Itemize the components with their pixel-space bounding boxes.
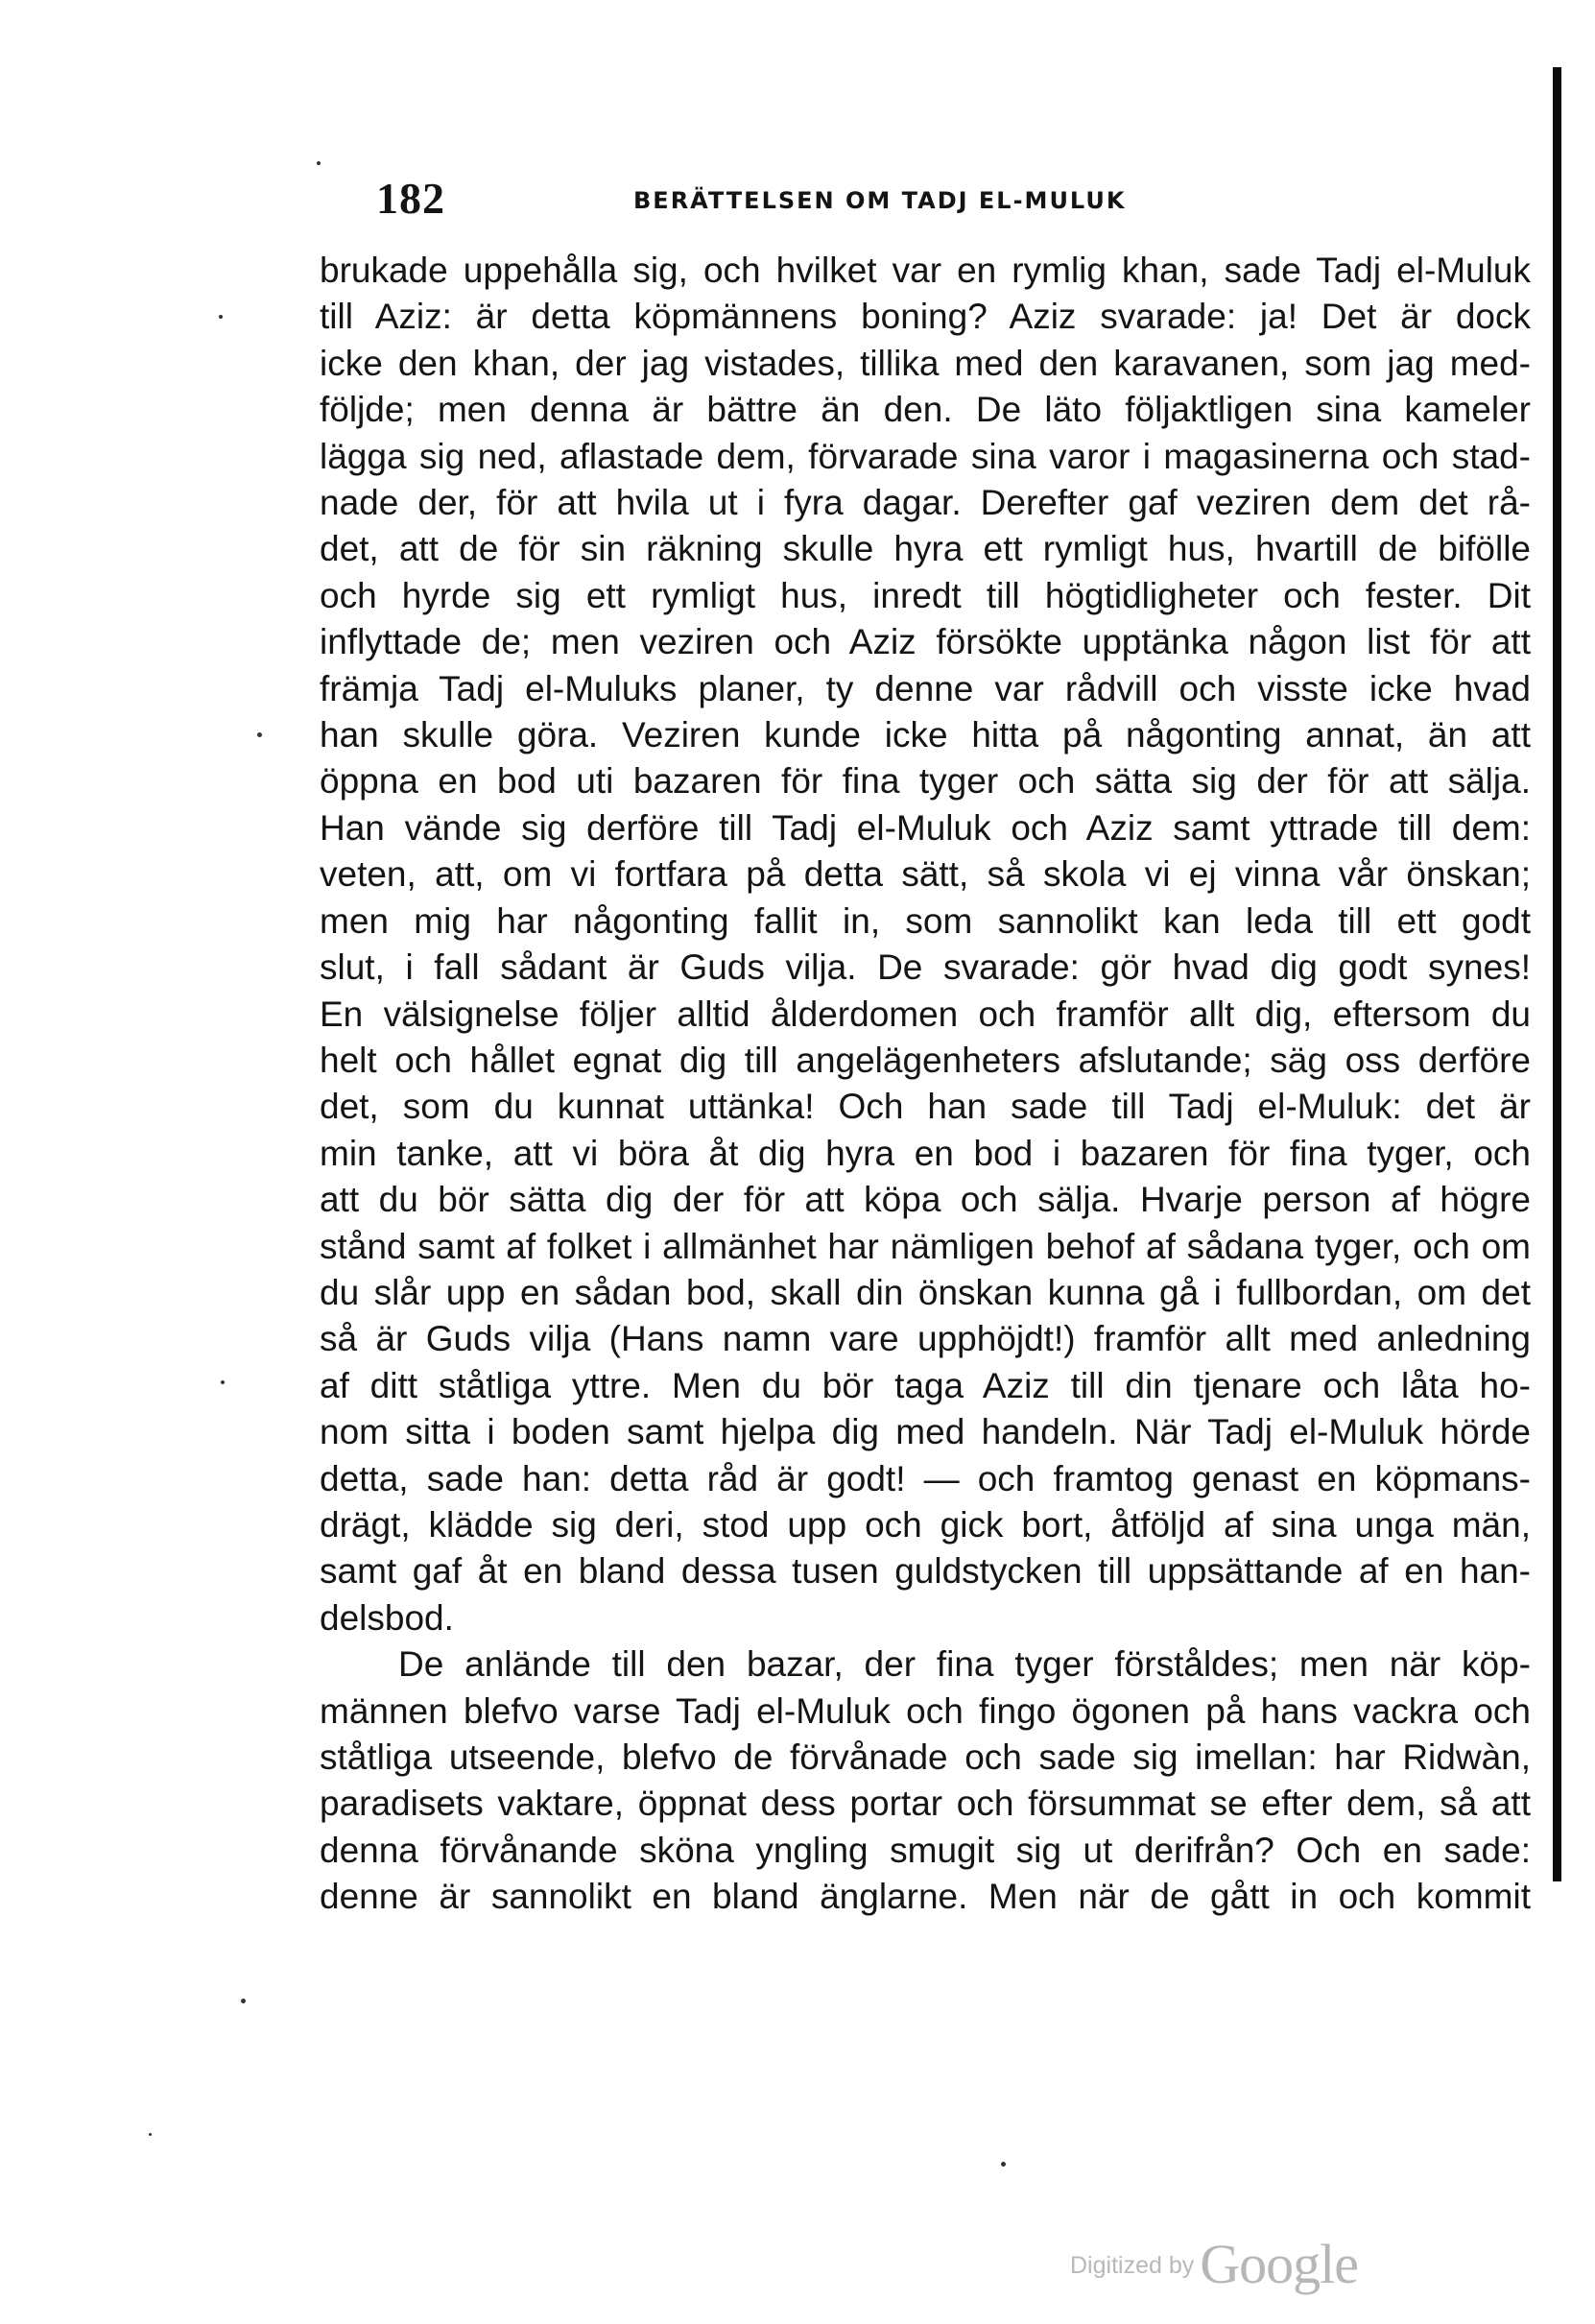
text-line: men mig har någonting fallit in, som sannolikt kan leda till ett godt bbox=[320, 900, 1531, 941]
ink-speck bbox=[149, 2133, 152, 2136]
ink-speck bbox=[219, 315, 223, 319]
text-line: drägt, klädde sig deri, stod upp och gick bort, åtföljd af sina unga män, bbox=[320, 1504, 1531, 1545]
running-head: BERÄTTELSEN OM TADJ EL-MULUK bbox=[633, 187, 1127, 214]
digitized-prefix: Digitized by bbox=[1070, 2252, 1195, 2279]
text-line: detta, sade han: detta råd är godt! — och framtog genast en köpmans- bbox=[320, 1458, 1531, 1498]
text-line: paradisets vaktare, öppnat dess portar och försummat se efter dem, så att bbox=[320, 1784, 1531, 1824]
text-line: det, som du kunnat uttänka! Och han sade till Tadj el-Muluk: det är bbox=[320, 1087, 1531, 1127]
text-line: denna förvånande sköna yngling smugit sig ut derifrån? Och en sade: bbox=[320, 1830, 1531, 1870]
text-line: han skulle göra. Veziren kunde icke hitta på någonting annat, än att bbox=[320, 715, 1531, 755]
ink-speck bbox=[221, 1380, 225, 1384]
text-line: främja Tadj el-Muluks planer, ty denne var rådvill och visste icke hvad bbox=[320, 668, 1531, 708]
text-line: du slår upp en sådan bod, skall din önskan kunna gå i fullbordan, om det bbox=[320, 1272, 1531, 1312]
text-line: denne är sannolikt en bland änglarne. Men när de gått in och kommit bbox=[320, 1877, 1531, 1917]
text-line: samt gaf åt en bland dessa tusen guldstycken till uppsättande af en han- bbox=[320, 1551, 1531, 1592]
text-line: slut, i fall sådant är Guds vilja. De svarade: gör hvad dig godt synes! bbox=[320, 947, 1531, 988]
text-line: helt och hållet egnat dig till angelägenheters afslutande; säg oss derföre bbox=[320, 1040, 1531, 1080]
text-line: En välsignelse följer alltid ålderdomen och framför allt dig, eftersom du bbox=[320, 994, 1531, 1034]
text-line: nade der, för att hvila ut i fyra dagar. Derefter gaf veziren dem det rå- bbox=[320, 483, 1531, 523]
text-line: Han vände sig derföre till Tadj el-Muluk och Aziz samt yttrade till dem: bbox=[320, 807, 1531, 848]
text-line: männen blefvo varse Tadj el-Muluk och fingo ögonen på hans vackra och bbox=[320, 1690, 1531, 1731]
text-line: öppna en bod uti bazaren för fina tyger och sätta sig der för att sälja. bbox=[320, 761, 1531, 802]
text-line: nom sitta i boden samt hjelpa dig med handeln. När Tadj el-Muluk hörde bbox=[320, 1412, 1531, 1452]
text-line: delsbod. bbox=[320, 1597, 454, 1638]
text-line: så är Guds vilja (Hans namn vare upphöjdt!) framför allt med anledning bbox=[320, 1319, 1531, 1359]
text-line: följde; men denna är bättre än den. De läto följaktligen sina kameler bbox=[320, 390, 1531, 430]
page-number: 182 bbox=[376, 174, 445, 223]
ink-speck bbox=[257, 732, 262, 737]
text-line: af ditt ståtliga yttre. Men du bör taga Aziz till din tjenare och låta ho- bbox=[320, 1365, 1531, 1405]
text-line: att du bör sätta dig der för att köpa och sälja. Hvarje person af högre bbox=[320, 1180, 1531, 1220]
text-line: De anlände till den bazar, der fina tyger förståldes; men när köp- bbox=[398, 1644, 1531, 1685]
text-line: inflyttade de; men veziren och Aziz försökte upptänka någon list för att bbox=[320, 622, 1531, 662]
paragraph-2 bbox=[320, 1641, 1531, 1920]
ink-speck bbox=[317, 161, 321, 165]
text-line: min tanke, att vi böra åt dig hyra en bod i bazaren för fina tyger, och bbox=[320, 1133, 1531, 1173]
digitized-by-google-watermark bbox=[1070, 2232, 1358, 2296]
body-text bbox=[320, 248, 1531, 1921]
page-edge-shadow bbox=[1553, 67, 1561, 1881]
ink-speck bbox=[241, 1999, 246, 2003]
text-line: det, att de för sin räkning skulle hyra ett rymligt hus, hvartill de bifölle bbox=[320, 529, 1531, 569]
ink-speck bbox=[1001, 2162, 1006, 2167]
text-line: brukade uppehålla sig, och hvilket var en rymlig khan, sade Tadj el-Muluk bbox=[320, 251, 1531, 290]
text-line: och hyrde sig ett rymligt hus, inredt till högtidligheter och fester. Dit bbox=[320, 575, 1531, 615]
text-line: till Aziz: är detta köpmännens boning? Aziz svarade: ja! Det är dock bbox=[320, 297, 1531, 337]
text-line: ståtliga utseende, blefvo de förvånade och sade sig imellan: har Ridwàn, bbox=[320, 1737, 1531, 1777]
page-header bbox=[376, 173, 1542, 230]
text-line: veten, att, om vi fortfara på detta sätt, så skola vi ej vinna vår önskan; bbox=[320, 854, 1531, 895]
text-line: lägga sig ned, aflastade dem, förvarade sina varor i magasinerna och stad- bbox=[320, 436, 1531, 476]
text-line: stånd samt af folket i allmänhet har nämligen behof af sådana tyger, och om bbox=[320, 1226, 1531, 1266]
text-line: icke den khan, der jag vistades, tillika med den karavanen, som jag med- bbox=[320, 343, 1531, 383]
paragraph-1 bbox=[320, 248, 1531, 1641]
google-logo: Google bbox=[1200, 2233, 1358, 2295]
